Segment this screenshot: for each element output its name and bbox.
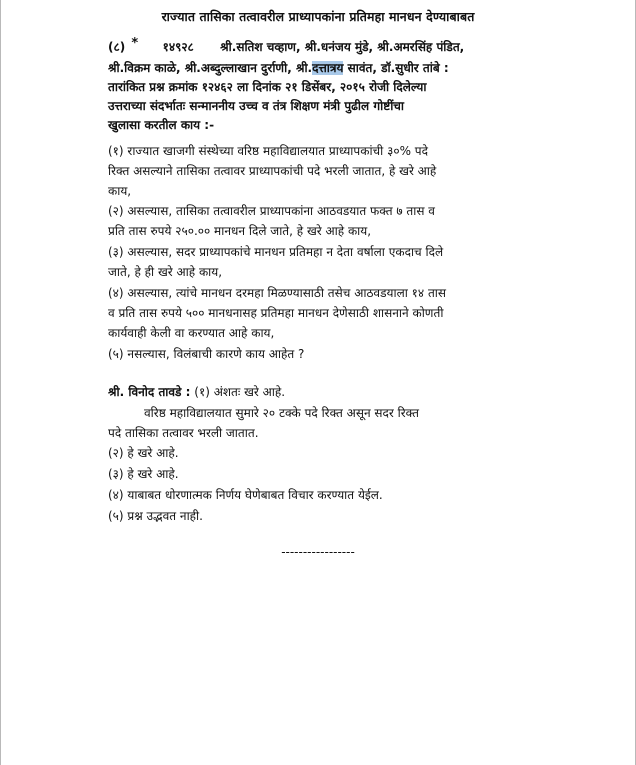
answer-speaker: श्री. विनोद तावडे : — [108, 385, 191, 399]
answer-2-line: (२) हे खरे आहे. — [108, 446, 179, 460]
question-1-line-3: काय, — [108, 184, 132, 198]
answer-4-line: (४) याबाबत धोरणात्मक निर्णय घेणेबाबत विचार करण्यात येईल. — [108, 488, 383, 502]
answer-header-line — [108, 382, 526, 402]
question-members-line-1: श्री.सतिश चव्हाण, श्री.धनंजय मुंडे, श्री.अमरसिंह पंडित, — [220, 40, 465, 54]
question-2-line-2: प्रति तास रुपये २५०.०० मानधन दिले जाते, हे खरे आहे काय, — [108, 224, 372, 238]
answer-3-line: (३) हे खरे आहे. — [108, 467, 179, 481]
document-title: राज्यात तासिका तत्वावरील प्राध्यापकांना प्रतिमहा मानधन देण्याबाबत — [161, 9, 475, 24]
question-context-line: उत्तराच्या संदर्भातः सन्माननीय उच्च व तंत्र शिक्षण मंत्री पुढील गोष्टींचा — [108, 99, 405, 113]
question-5-line: (५) नसल्यास, विलंबाची कारणे काय आहेत ? — [108, 347, 305, 361]
answer-1-body-line-1 — [108, 403, 526, 423]
question-3-line-2: जाते, हे ही खरे आहे काय, — [108, 265, 223, 279]
question-header-line-1 — [108, 37, 526, 58]
question-id: १४९२८ — [162, 40, 194, 54]
answer-1-head: (१) अंशतः खरे आहे. — [194, 385, 286, 399]
page-left-border — [0, 0, 1, 765]
question-members-line-2-pre: श्री.विक्रम काळे, श्री.अब्दुल्लाखान दुर्राणी, श्री. — [108, 61, 313, 75]
question-4-line-3: कार्यवाही केली वा करण्यात आहे काय, — [108, 326, 275, 340]
question-4-line-2: व प्रति तास रुपये ५०० मानधनासह प्रतिमहा मानधन देणेसाठी शासनाने कोणती — [108, 306, 444, 320]
answer-1-body-text-1: वरिष्ठ महाविद्यालयात सुमारे २० टक्के पदे रिक्त असून सदर रिक्त — [144, 406, 419, 420]
question-1-line-1: (१) राज्यात खाजगी संस्थेच्या वरिष्ठ महाविद्यालयात प्राध्यापकांची ३०% पदे — [108, 144, 428, 158]
question-1-line-2: रिक्त असल्याने तासिका तत्वावर प्राध्यापकांची पदे भरली जातात, हे खरे आहे — [108, 164, 437, 178]
question-2-line-1: (२) असल्यास, तासिका तत्वावरील प्राध्यापकांना आठवडयात फक्त ७ तास व — [108, 204, 435, 218]
question-3-line-1: (३) असल्यास, सदर प्राध्यापकांचे मानधन प्रतिमहा न देता वर्षाला एकदाच दिले — [108, 245, 444, 259]
highlighted-text[interactable]: दत्तात्रय — [312, 61, 344, 75]
answer-5-line: (५) प्रश्न उद्भवत नाही. — [108, 509, 203, 523]
question-reference-line: तारांकित प्रश्न क्रमांक १२४६२ ला दिनांक २१ डिसेंबर, २०१५ रोजी दिलेल्या — [108, 80, 427, 94]
question-members-line-2-post: सावंत, डॉ.सुधीर तांबे : — [343, 61, 449, 75]
question-lead-line: खुलासा करतील काय :- — [108, 118, 215, 132]
starred-bullet: * — [131, 36, 139, 51]
question-4-line-1: (४) असल्यास, त्यांचे मानधन दरमहा मिळण्यासाठी तसेच आठवडयाला १४ तास — [108, 286, 447, 300]
answer-1-body-line-2: पदे तासिका तत्वावर भरली जातात. — [108, 426, 259, 440]
section-separator: ----------------- — [281, 545, 355, 559]
question-header-line-2 — [108, 58, 526, 78]
question-number: (८) — [108, 40, 126, 54]
